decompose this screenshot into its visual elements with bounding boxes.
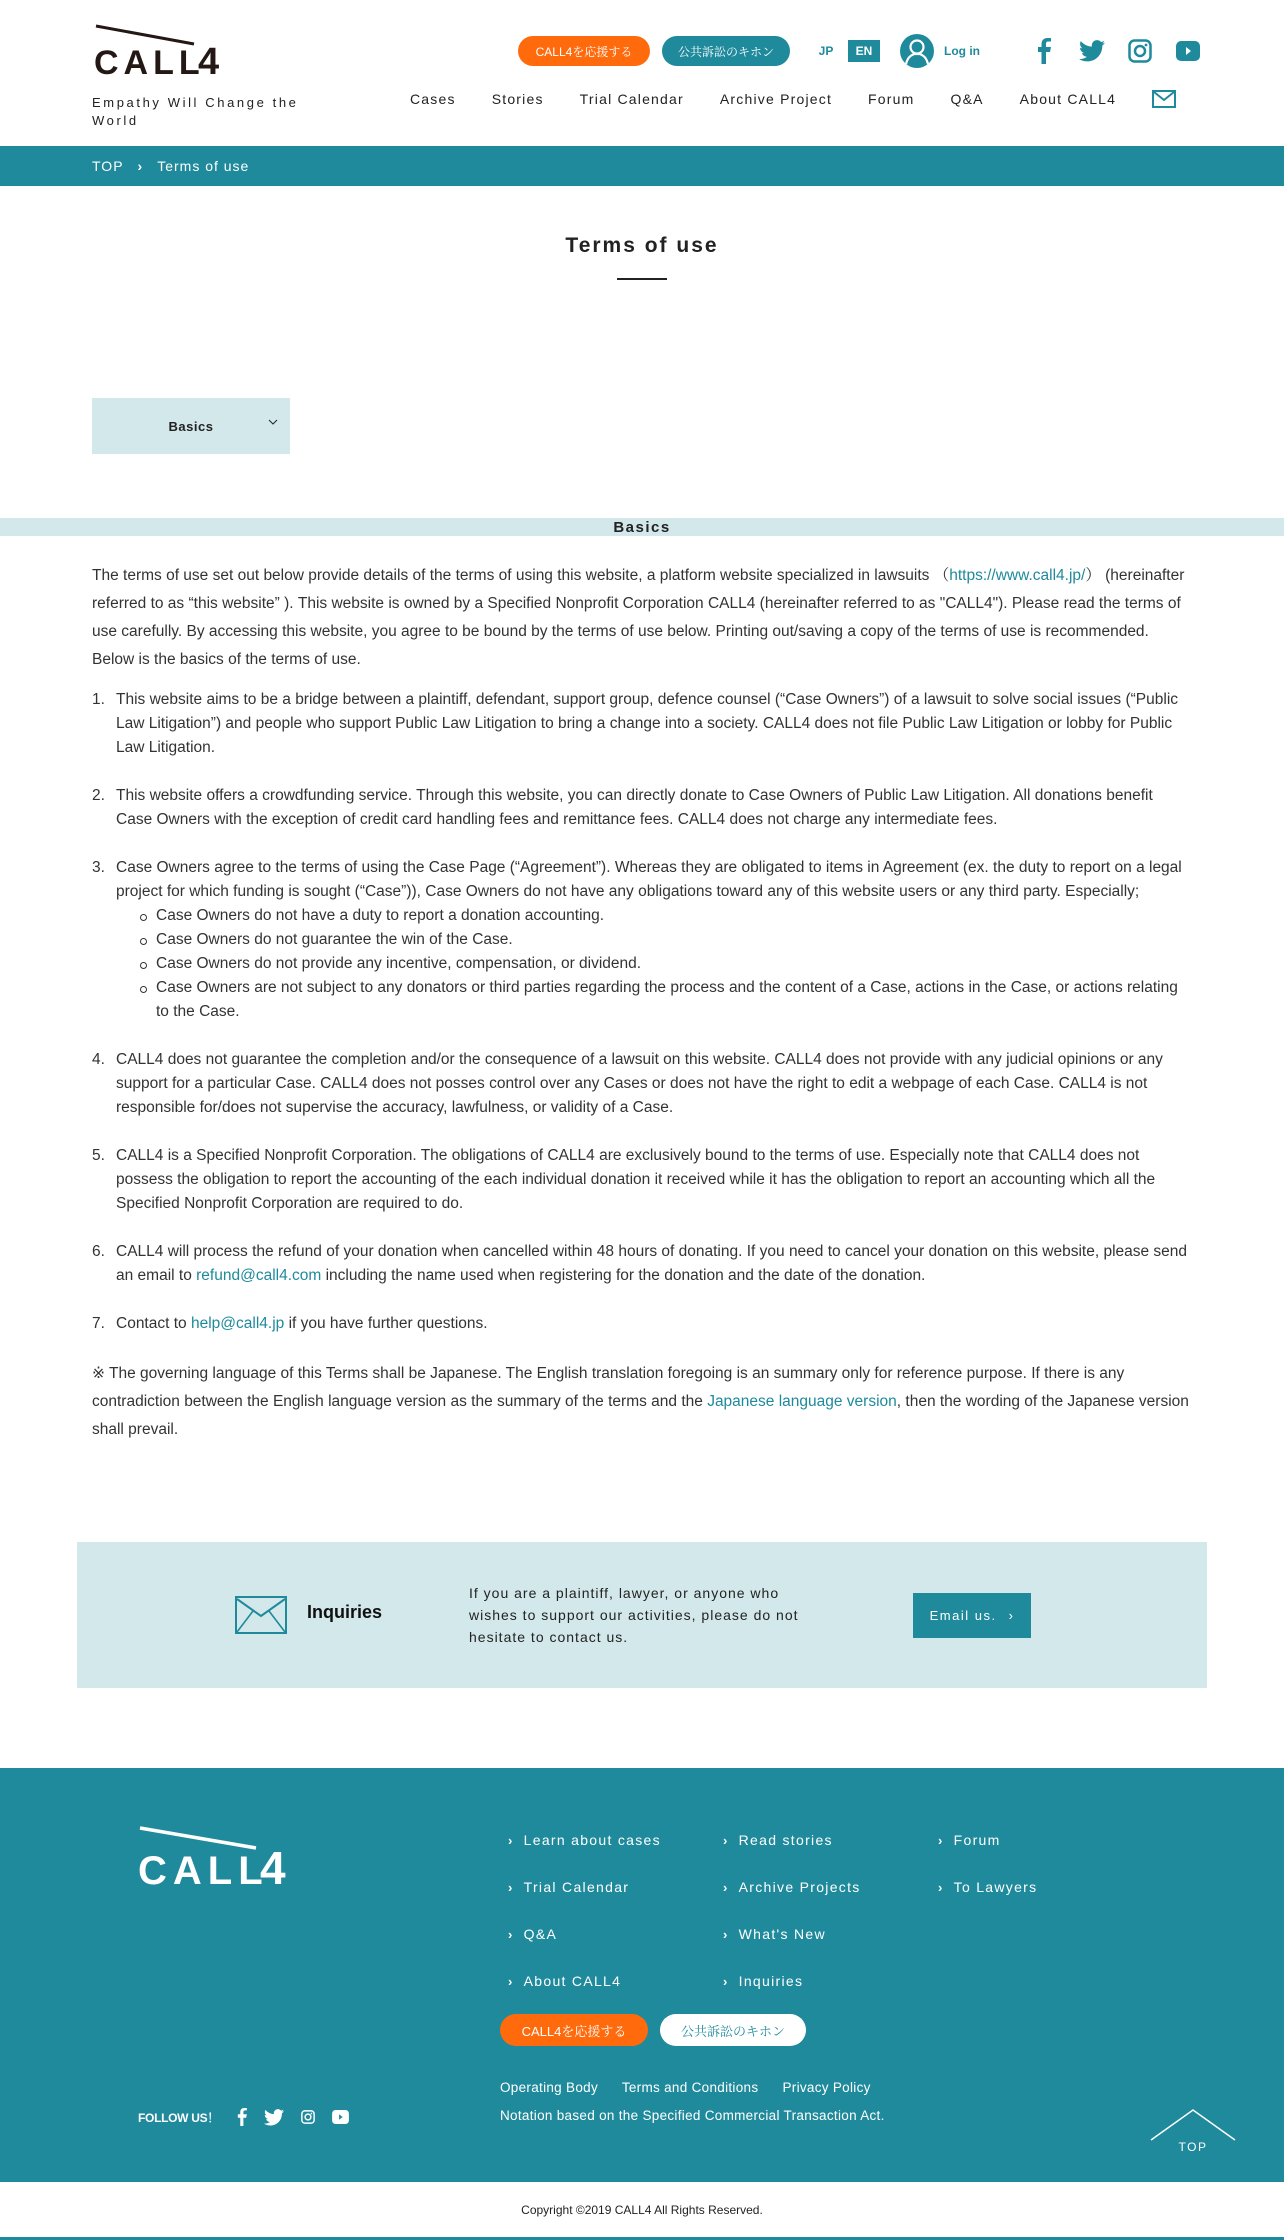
inquiries-title: Inquiries <box>307 1602 383 1622</box>
mail-icon <box>1152 90 1176 108</box>
footer-support-button[interactable]: CALL4を応援する <box>500 2014 648 2046</box>
twitter-icon <box>1079 40 1105 62</box>
twitter-link[interactable] <box>1068 40 1116 62</box>
svg-text:4: 4 <box>260 1842 286 1888</box>
nav-stories[interactable]: Stories <box>491 91 544 107</box>
follow-us-label: FOLLOW US！ <box>138 2110 219 2125</box>
sublist-item: Case Owners do not provide any incentive, compensation, or dividend. <box>156 952 1192 976</box>
terms-sublist <box>116 904 1192 1024</box>
chevron-right-icon: › <box>723 1879 729 1895</box>
footer-link-label: Read stories <box>738 1832 833 1848</box>
chevron-right-icon: › <box>723 1832 729 1848</box>
login-label: Log in <box>944 44 980 58</box>
item-number: 5. <box>92 1147 105 1164</box>
chevron-right-icon: › <box>508 1879 514 1895</box>
header-utility-bar <box>518 36 980 66</box>
back-to-top-button[interactable] <box>1150 2108 1236 2158</box>
breadcrumb-top[interactable]: TOP <box>92 158 124 174</box>
page-title: Terms of use <box>565 234 719 257</box>
terms-item <box>92 1312 1192 1336</box>
dropdown-selected-value: Basics <box>168 418 214 434</box>
facebook-link[interactable] <box>1020 38 1068 64</box>
page-title-section <box>0 186 1284 398</box>
footer-link-qa[interactable] <box>508 1924 723 1944</box>
chevron-right-icon: › <box>938 1879 944 1895</box>
svg-text:4: 4 <box>198 41 220 78</box>
intro-text: The terms of use set out below provide details of the terms of using this website, a platform website specialized in lawsuits （ <box>92 567 950 584</box>
site-header <box>0 0 1284 146</box>
section-heading: Basics <box>0 518 1284 536</box>
sublist-item: Case Owners do not guarantee the win of the Case. <box>156 928 1192 952</box>
email-us-label: Email us. <box>929 1608 997 1623</box>
operating-body-link[interactable]: Operating Body <box>500 2080 599 2095</box>
chevron-right-icon: › <box>723 1926 729 1942</box>
footer-instagram-link[interactable] <box>301 2110 315 2124</box>
copyright: Copyright ©2019 CALL4 All Rights Reserved. <box>0 2182 1284 2240</box>
email-us-button[interactable] <box>913 1593 1031 1638</box>
item-text: This website aims to be a bridge between a plaintiff, defendant, support group, defence counsel (“Case Owners”) of a lawsuit to solve social issues (“Public Law Litigation”) and people who support Public Law Litigation to bring a change into a society. CALL4 does not file Public Law Litigation or lobby for Public Law Litigation. <box>116 691 1179 756</box>
footer-facebook-link[interactable] <box>237 2108 247 2126</box>
nav-trial-calendar[interactable]: Trial Calendar <box>579 91 684 107</box>
back-to-top-label: TOP <box>1178 2140 1208 2154</box>
footer-link-trial-calendar[interactable] <box>508 1877 723 1897</box>
facebook-icon <box>1037 38 1051 64</box>
facebook-icon <box>237 2108 247 2126</box>
footer-links <box>508 1830 1138 1991</box>
call4-logo-icon <box>92 22 232 78</box>
lang-jp-button[interactable]: JP <box>818 44 834 58</box>
chevron-right-icon: › <box>508 1832 514 1848</box>
item-text-continued: including the name used when registering for the donation and the date of the donation. <box>321 1267 926 1284</box>
footer-link-label: What's New <box>738 1926 826 1942</box>
chevron-right-icon: › <box>137 158 144 174</box>
twitter-icon <box>264 2109 284 2126</box>
terms-conditions-link[interactable]: Terms and Conditions <box>621 2080 759 2095</box>
terms-item <box>92 1048 1192 1120</box>
footer-link-forum[interactable] <box>938 1830 1138 1850</box>
lang-en-button[interactable]: EN <box>848 40 880 62</box>
item-number: 4. <box>92 1051 105 1068</box>
login-link[interactable] <box>900 34 980 68</box>
terms-content <box>0 536 1284 1444</box>
main-nav <box>410 90 1176 108</box>
instagram-icon <box>1128 39 1152 63</box>
terms-list <box>92 688 1192 1336</box>
terms-item <box>92 784 1192 832</box>
footer-link-label: Learn about cases <box>523 1832 661 1848</box>
intro-text-continued: ） (hereinafter referred to as “this website” ). This website is owned by a Specified Nonprofit Corporation CALL4 (hereinafter referred to as "CALL4"). Please read the terms of use carefully. By accessing this website, you agree to be bound by the terms of use below. Printing out/saving a copy of the terms of use is recommended. Below is the basics of the terms of use. <box>92 567 1185 668</box>
item-number: 6. <box>92 1243 105 1260</box>
inquiries-banner <box>77 1542 1207 1688</box>
refund-email-link[interactable]: refund@call4.com <box>196 1267 322 1284</box>
youtube-icon <box>332 2110 349 2124</box>
footer-basics-button[interactable]: 公共訴訟のキホン <box>660 2014 806 2046</box>
footer-link-label: To Lawyers <box>953 1879 1038 1895</box>
tagline: Empathy Will Change the World <box>92 95 299 128</box>
footer-link-learn-cases[interactable] <box>508 1830 723 1850</box>
youtube-icon <box>1176 41 1200 61</box>
nav-cases[interactable]: Cases <box>410 91 456 107</box>
chevron-up-icon <box>1150 2108 1236 2142</box>
chevron-right-icon: › <box>938 1832 944 1848</box>
item-text: Contact to <box>116 1315 191 1332</box>
title-divider <box>617 278 667 280</box>
item-text: Case Owners agree to the terms of using the Case Page (“Agreement”). Whereas they are obligated to items in Agreement (ex. the duty to report on a legal project for which funding is sought (“Case”)), Case Owners do not have any obligations toward any of this website users or any third party. Especially; <box>116 859 1182 900</box>
item-text: This website offers a crowdfunding service. Through this website, you can directly donate to Case Owners of Public Law Litigation. All donations benefit Case Owners with the exception of credit card handling fees and remittance fees. CALL4 does not charge any intermediate fees. <box>116 787 1153 828</box>
terms-item <box>92 1240 1192 1288</box>
footer-logo[interactable] <box>138 1824 302 1893</box>
item-text: CALL4 will process the refund of your donation when cancelled within 48 hours of donating. If you need to cancel your donation on this website, please send an email to <box>116 1243 1188 1284</box>
follow-us <box>138 2108 366 2126</box>
grid-spacer <box>938 1924 1138 1944</box>
instagram-icon <box>301 2110 315 2124</box>
commercial-transaction-link[interactable]: Notation based on the Specified Commercial Transaction Act. <box>500 2108 885 2123</box>
footer-link-label: Forum <box>953 1832 1001 1848</box>
item-number: 2. <box>92 787 105 804</box>
footer-twitter-link[interactable] <box>264 2109 284 2126</box>
site-footer <box>0 1768 1284 2182</box>
governing-language-note <box>92 1360 1192 1444</box>
call4-logo-icon <box>138 1824 302 1888</box>
footer-link-label: About CALL4 <box>523 1973 622 1989</box>
item-text: CALL4 does not guarantee the completion and/or the consequence of a lawsuit on this website. CALL4 does not provide with any judicial opinions or any support for a particular Case. CALL4 does not posses control over any Cases or does not have the right to edit a webpage of each Case. CALL4 is not responsible for/does not supervise the accuracy, lawfulness, or validity of a Case. <box>116 1051 1163 1116</box>
intro-paragraph <box>92 562 1192 674</box>
chevron-right-icon: › <box>508 1926 514 1942</box>
chevron-right-icon: › <box>723 1973 729 1989</box>
privacy-policy-link[interactable]: Privacy Policy <box>782 2080 871 2095</box>
item-number: 1. <box>92 691 105 708</box>
envelope-icon <box>235 1596 287 1634</box>
call4-site-link[interactable]: https://www.call4.jp/ <box>949 567 1086 584</box>
footer-link-label: Archive Projects <box>738 1879 861 1895</box>
footer-link-to-lawyers[interactable] <box>938 1877 1138 1897</box>
help-email-link[interactable]: help@call4.jp <box>190 1315 285 1332</box>
terms-item <box>92 688 1192 760</box>
footer-link-about[interactable] <box>508 1971 723 1991</box>
youtube-link[interactable] <box>1164 41 1212 61</box>
footer-legal-links <box>500 2074 891 2130</box>
litigation-basics-button[interactable]: 公共訴訟のキホン <box>662 36 790 66</box>
breadcrumb-current: Terms of use <box>157 158 250 174</box>
instagram-link[interactable] <box>1116 39 1164 63</box>
note-text: ※ The governing language of this Terms shall be Japanese. The English translation foregoing is an summary only for reference purpose. If there is any contradiction between the English language version as the summary of the terms and the <box>92 1365 1125 1410</box>
footer-link-label: Inquiries <box>738 1973 804 1989</box>
item-number: 7. <box>92 1315 105 1332</box>
footer-link-whats-new[interactable] <box>723 1924 938 1944</box>
footer-link-label: Trial Calendar <box>523 1879 630 1895</box>
language-switcher <box>812 40 880 62</box>
header-social-links <box>1020 38 1212 64</box>
section-select-dropdown[interactable] <box>92 398 290 454</box>
footer-cta-buttons <box>500 2014 806 2046</box>
item-text-continued: if you have further questions. <box>284 1315 488 1332</box>
note-text-continued: , then the wording of the Japanese version shall prevail. <box>92 1393 1189 1438</box>
nav-contact-link[interactable] <box>1152 90 1176 108</box>
item-number: 3. <box>92 859 105 876</box>
call4-logo[interactable] <box>92 22 232 78</box>
item-text: CALL4 is a Specified Nonprofit Corporation. The obligations of CALL4 are exclusively bound to the terms of use. Especially note that CALL4 does not possess the obligation to report the accounting of the each individual donation it received while it has the obligation to report an accounting which all the Specified Nonprofit Corporation are required to do. <box>116 1147 1156 1212</box>
footer-link-archive-projects[interactable] <box>723 1877 938 1897</box>
terms-item <box>92 856 1192 1024</box>
footer-link-read-stories[interactable] <box>723 1830 938 1850</box>
sublist-item: Case Owners are not subject to any donators or third parties regarding the process and the content of a Case, actions in the Case, or actions relating to the Case. <box>156 976 1192 1024</box>
svg-text:CALL: CALL <box>94 44 205 78</box>
chevron-down-icon <box>268 417 278 427</box>
footer-link-inquiries[interactable] <box>723 1971 938 1991</box>
chevron-right-icon: › <box>1008 1608 1015 1623</box>
support-call4-button[interactable]: CALL4を応援する <box>518 36 650 66</box>
chevron-right-icon: › <box>508 1973 514 1989</box>
terms-item <box>92 1144 1192 1216</box>
footer-link-label: Q&A <box>523 1926 558 1942</box>
sublist-item: Case Owners do not have a duty to report a donation accounting. <box>156 904 1192 928</box>
user-icon <box>900 34 934 68</box>
svg-text:CALL: CALL <box>138 1849 269 1888</box>
japanese-version-link[interactable]: Japanese language version <box>707 1393 897 1410</box>
nav-forum[interactable]: Forum <box>868 91 915 107</box>
inquiries-text: If you are a plaintiff, lawyer, or anyone who wishes to support our activities, please do not hesitate to contact us. <box>469 1585 799 1645</box>
breadcrumb <box>0 146 1284 186</box>
nav-about[interactable]: About CALL4 <box>1019 91 1117 107</box>
footer-youtube-link[interactable] <box>332 2110 349 2124</box>
nav-archive-project[interactable]: Archive Project <box>719 91 833 107</box>
nav-qa[interactable]: Q&A <box>950 91 984 107</box>
